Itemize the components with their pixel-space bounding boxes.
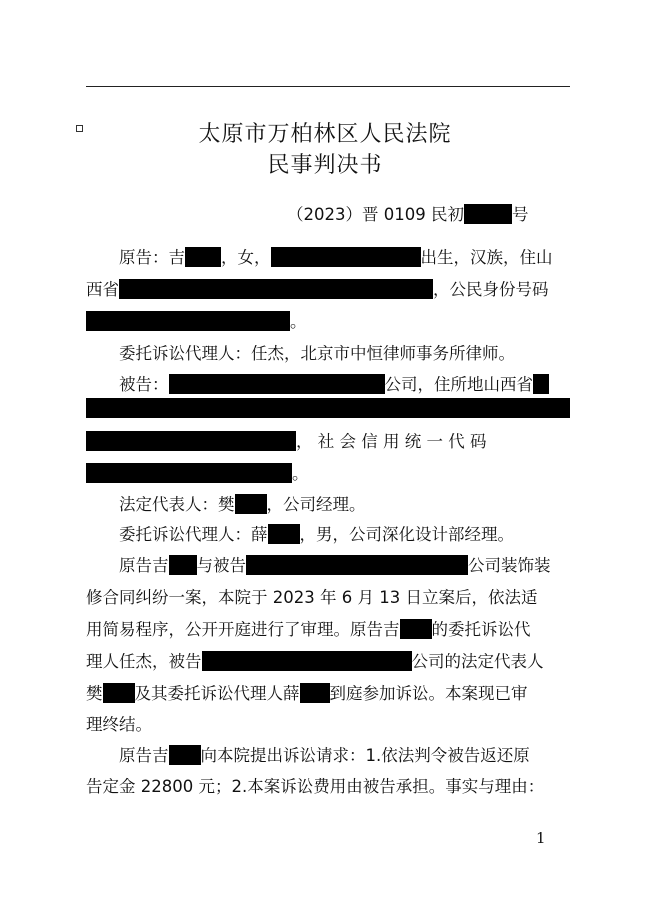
claims-paragraph-line-2: 告定金 22800 元；2.本案诉讼费用由被告承担。事实与理由： bbox=[86, 777, 545, 796]
redaction-block bbox=[169, 374, 385, 394]
redaction-block bbox=[533, 374, 549, 394]
redaction-block bbox=[169, 555, 197, 575]
defendant-agent-label: 委托诉讼代理人：薛 bbox=[119, 525, 268, 544]
redaction-block bbox=[86, 398, 570, 418]
case-paragraph-line-6: 理终结。 bbox=[86, 715, 152, 734]
defendant-agent-title: ，男，公司深化设计部经理。 bbox=[299, 525, 514, 544]
text-segment: 用简易程序，公开开庭进行了审理。原告吉 bbox=[86, 620, 400, 639]
text-segment: 及其委托诉讼代理人薛 bbox=[134, 684, 300, 703]
text-segment: 公司的法定代表人 bbox=[411, 652, 544, 671]
redaction-block bbox=[300, 683, 330, 703]
text-segment: 公司装饰装 bbox=[468, 556, 551, 575]
text-segment: 理人任杰，被告 bbox=[86, 652, 202, 671]
defendant-address-label: 公司，住所地山西省 bbox=[384, 375, 533, 394]
header-rule bbox=[86, 86, 570, 87]
case-paragraph-line-2: 修合同纠纷一案，本院于 2023 年 6 月 13 日立案后，依法适 bbox=[86, 588, 538, 607]
page-number: 1 bbox=[536, 829, 546, 847]
text-segment: 原告吉 bbox=[119, 556, 169, 575]
text-segment: 到庭参加诉讼。本案现已审 bbox=[329, 684, 528, 703]
plaintiff-line-2 bbox=[86, 279, 549, 301]
plaintiff-born: 出生，汉族，住山 bbox=[420, 248, 553, 267]
legal-rep-title: ，公司经理。 bbox=[266, 495, 366, 514]
redaction-block bbox=[185, 247, 221, 267]
court-name: 太原市万柏林区人民法院 bbox=[198, 122, 452, 147]
case-number bbox=[287, 204, 528, 226]
defendant-line-3 bbox=[86, 431, 570, 453]
plaintiff-province: 西省 bbox=[86, 280, 119, 299]
defendant-line-1 bbox=[119, 374, 549, 396]
redaction-block bbox=[119, 279, 433, 299]
redaction-block bbox=[246, 555, 468, 575]
redaction-block bbox=[86, 311, 290, 331]
case-paragraph-line-4 bbox=[86, 651, 544, 673]
redaction-block bbox=[103, 683, 135, 703]
redaction-block bbox=[400, 619, 432, 639]
redaction-block bbox=[464, 204, 512, 224]
redaction-block bbox=[86, 431, 296, 451]
case-number-prefix: （2023）晋 0109 民初 bbox=[287, 205, 464, 224]
redaction-block bbox=[202, 651, 412, 671]
redaction-block bbox=[268, 524, 300, 544]
defendant-credit-code-label: ， 社 会 信 用 统 一 代 码 bbox=[296, 432, 487, 451]
document-title: 民事判决书 bbox=[267, 153, 383, 178]
redaction-block bbox=[271, 247, 421, 267]
plaintiff-line-3 bbox=[86, 311, 307, 333]
defendant-label: 被告： bbox=[119, 375, 169, 394]
plaintiff-period: 。 bbox=[290, 312, 307, 331]
plaintiff-sex: ，女， bbox=[221, 248, 271, 267]
case-paragraph-line-5 bbox=[86, 683, 528, 705]
redaction-block bbox=[235, 494, 267, 514]
redaction-block bbox=[86, 463, 292, 483]
case-number-suffix: 号 bbox=[511, 205, 529, 224]
legal-representative bbox=[119, 494, 366, 516]
plaintiff-label: 原告：吉 bbox=[119, 248, 185, 267]
text-segment: 向本院提出诉讼请求：1.依法判令被告返还原 bbox=[200, 746, 530, 765]
defendant-line-4 bbox=[86, 463, 309, 485]
plaintiff-line-1 bbox=[119, 247, 553, 269]
text-segment: 原告吉 bbox=[119, 746, 169, 765]
plaintiff-agent: 委托诉讼代理人：任杰，北京市中恒律师事务所律师。 bbox=[119, 344, 515, 363]
legal-rep-label: 法定代表人：樊 bbox=[119, 495, 235, 514]
redaction-block bbox=[169, 745, 201, 765]
case-paragraph-line-3 bbox=[86, 619, 531, 641]
defendant-period: 。 bbox=[292, 464, 309, 483]
text-segment: 的委托诉讼代 bbox=[431, 620, 531, 639]
plaintiff-id-label: ，公民身份号码 bbox=[433, 280, 549, 299]
text-segment: 与被告 bbox=[196, 556, 246, 575]
claims-paragraph-line-1 bbox=[119, 745, 530, 767]
case-paragraph-line-1 bbox=[119, 555, 551, 577]
text-segment: 樊 bbox=[86, 684, 103, 703]
defendant-agent bbox=[119, 524, 514, 546]
